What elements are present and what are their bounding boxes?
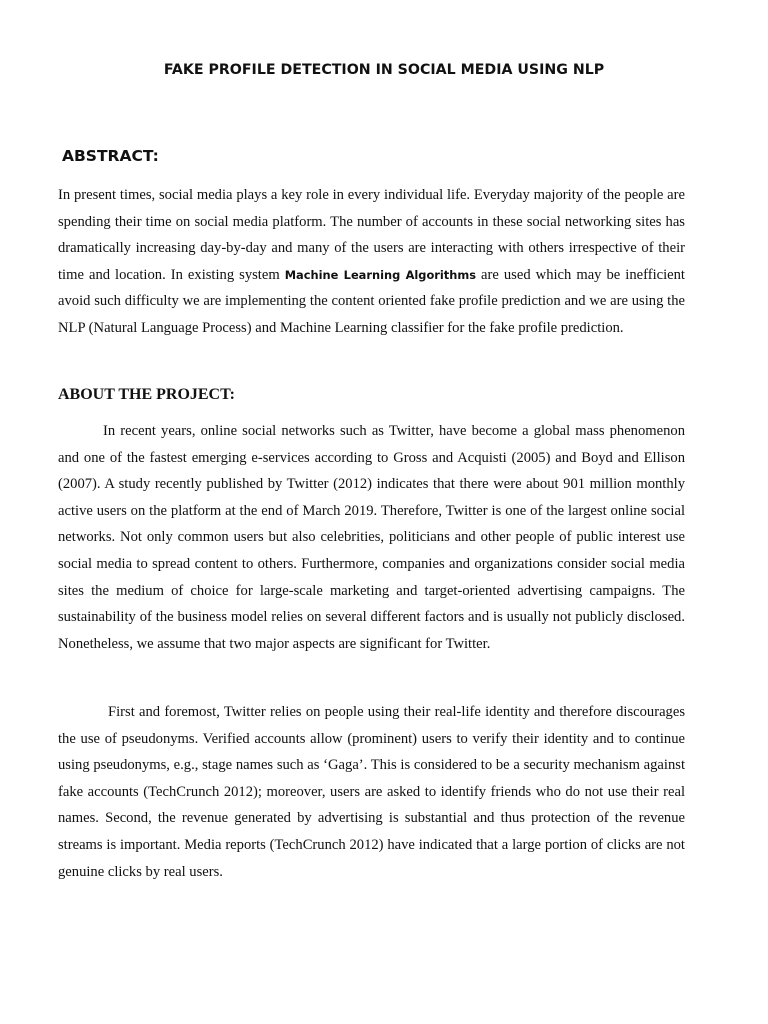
about-project-heading: ABOUT THE PROJECT: bbox=[58, 386, 235, 403]
abstract-emphasis-term: Machine Learning Algorithms bbox=[284, 267, 477, 282]
document-title: FAKE PROFILE DETECTION IN SOCIAL MEDIA USING NLP bbox=[163, 62, 605, 78]
about-project-paragraph-1-text: In recent years, online social networks such as Twitter, have become a global mass phenomenon and one of the fastest emerging e-services according to Gross and Acquisti (2005) and Boyd and Ellison (2007). A study recently published by Twitter (2012) indicates that there were about 901 million monthly active users on the platform at the end of March 2019. Therefore, Twitter is one of the largest online social networks. Not only common users but also celebrities, politicians and other people of public interest use social media to spread content to others. Furthermore, companies and organizations consider social media sites the medium of choice for large-scale marketing and target-oriented advertising campaigns. The sustainability of the business model relies on several different factors and is usually not publicly disclosed. Nonetheless, we assume that two major aspects are significant for Twitter. bbox=[58, 423, 685, 652]
about-project-paragraph-1 bbox=[58, 418, 685, 657]
abstract-text-part1: In present times, social media plays a key role in every individual life. Everyday majority of the people are spending their time on social media platform. The number of accounts in these social networking sites has dramatically increasing day-by-day and many of the users are interacting with others irrespective of their time and location. In existing system bbox=[58, 187, 685, 283]
abstract-text-part2: are used which may be inefficient avoid such difficulty we are implementing the content oriented fake profile prediction and we are using the NLP (Natural Language Process) and Machine Learning classifier for the fake profile prediction. bbox=[58, 266, 685, 336]
abstract-text bbox=[58, 182, 685, 342]
abstract-paragraph bbox=[58, 182, 685, 342]
abstract-heading: ABSTRACT: bbox=[62, 147, 159, 165]
about-project-paragraph-2-text: First and foremost, Twitter relies on people using their real-life identity and therefore discourages the use of pseudonyms. Verified accounts allow (prominent) users to verify their identity and to continue using pseudonyms, e.g., stage names such as ‘Gaga’. This is considered to be a security mechanism against fake accounts (TechCrunch 2012); moreover, users are asked to identify friends who do not use their real names. Second, the revenue generated by advertising is substantial and thus protection of the revenue streams is important. Media reports (TechCrunch 2012) have indicated that a large portion of clicks are not genuine clicks by real users. bbox=[58, 704, 685, 880]
about-project-paragraph-2 bbox=[58, 699, 685, 885]
